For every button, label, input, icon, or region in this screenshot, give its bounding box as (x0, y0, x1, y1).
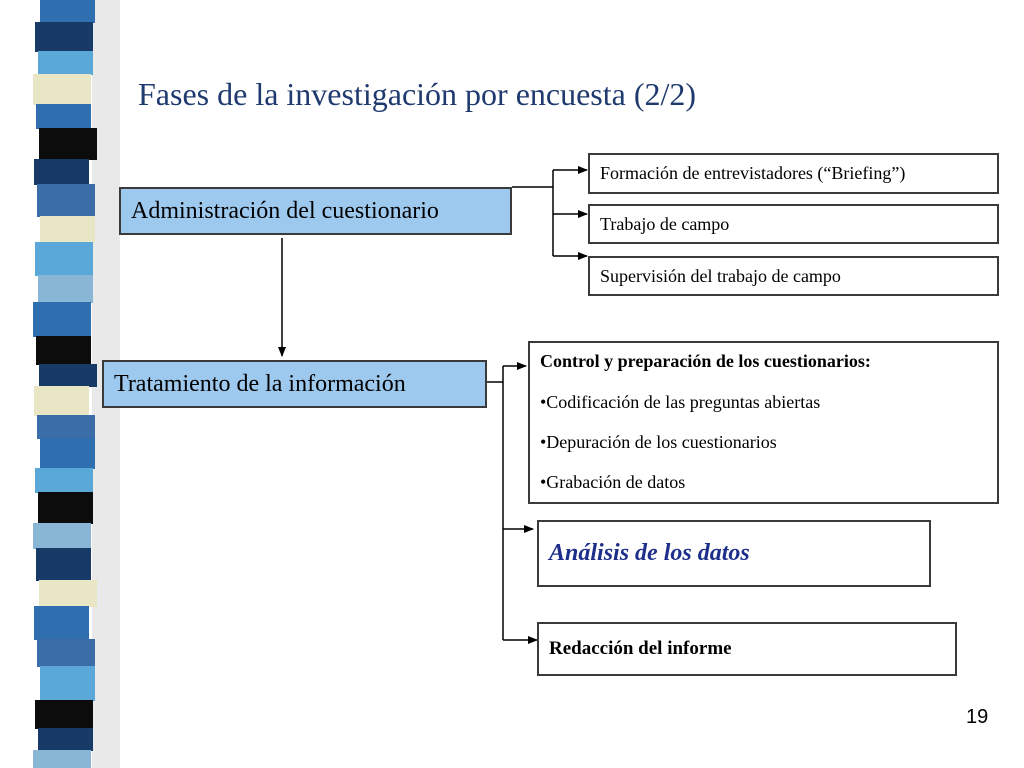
slide-title: Fases de la investigación por encuesta (2/2) (138, 76, 697, 112)
admin-node-label: Administración del cuestionario (131, 197, 439, 224)
page-number: 19 (966, 706, 989, 728)
treatment-node-label: Tratamiento de la información (114, 370, 406, 397)
treatment-node (102, 360, 487, 408)
analysis-label: Análisis de los datos (549, 540, 750, 566)
briefing-box (588, 153, 999, 194)
fieldwork-box (588, 204, 999, 244)
control-item-coding: •Codificación de las preguntas abiertas (540, 392, 821, 412)
analysis-box (537, 520, 931, 587)
control-box-title: Control y preparación de los cuestionarios: (540, 351, 871, 371)
report-box (537, 622, 957, 676)
admin-node (119, 187, 512, 235)
control-box (528, 341, 999, 504)
control-item-recording: •Grabación de datos (540, 472, 686, 492)
fieldwork-label: Trabajo de campo (600, 213, 730, 234)
supervision-label: Supervisión del trabajo de campo (600, 265, 841, 286)
briefing-label: Formación de entrevistadores (“Briefing”) (600, 163, 906, 183)
control-item-cleaning: •Depuración de los cuestionarios (540, 432, 777, 452)
supervision-box (588, 256, 999, 296)
report-label: Redacción del informe (549, 638, 732, 659)
